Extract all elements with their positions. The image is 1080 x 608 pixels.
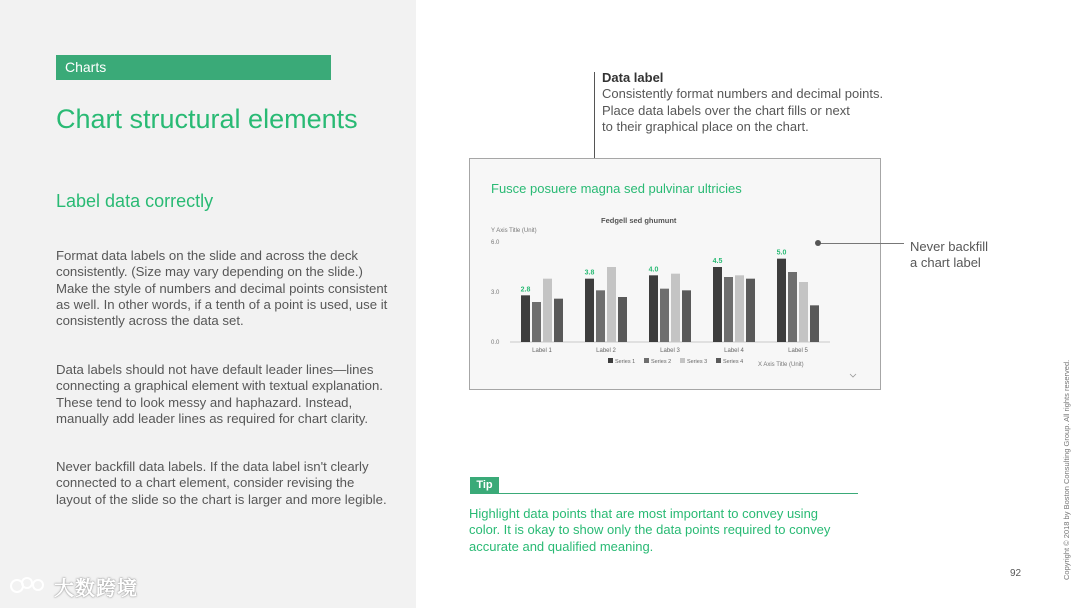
bar-series-1 bbox=[649, 275, 658, 342]
bar-series-2 bbox=[660, 289, 669, 342]
x-tick-label: Label 1 bbox=[532, 348, 552, 354]
section-subtitle: Label data correctly bbox=[56, 191, 214, 211]
x-tick-label: Label 5 bbox=[788, 348, 808, 354]
data-label-callout-line: Place data labels over the chart fills or next bbox=[602, 102, 850, 118]
legend-label: Series 2 bbox=[651, 359, 672, 365]
bar-series-2 bbox=[596, 290, 605, 342]
data-label: 5.0 bbox=[776, 249, 787, 257]
chevron-down-icon bbox=[850, 374, 856, 377]
chart-frame bbox=[469, 158, 881, 390]
legend-swatch bbox=[680, 358, 685, 363]
body-paragraph-leader-lines: Data labels should not have default leader lines—lines connecting a graphical element with textual explanation. These tend to look messy and haphazard. Instead, manually add leader lines as required for chart clarity. bbox=[56, 362, 383, 426]
watermark-text: 大数跨境 bbox=[54, 578, 138, 600]
x-axis-title: X Axis Title (Unit) bbox=[758, 362, 804, 368]
section-tag: Charts bbox=[56, 55, 331, 80]
watermark bbox=[8, 572, 138, 601]
body-paragraph-formatting: Format data labels on the slide and across the deck consistently. (Size may vary depending on the slide.) Make the style of numbers and decimal points consistent as well. In other words, if a tenth of a point is used, use it consistently across the data set. bbox=[56, 248, 388, 329]
chart-subtitle: Fedgell sed ghumunt bbox=[601, 216, 677, 225]
data-label-callout bbox=[602, 70, 883, 135]
legend-label: Series 4 bbox=[723, 359, 744, 365]
page-title: Chart structural elements bbox=[56, 104, 358, 134]
bar-series-1 bbox=[713, 267, 722, 342]
bar-series-1 bbox=[585, 279, 594, 342]
page-number: 92 bbox=[1010, 568, 1022, 579]
bar-series-3 bbox=[671, 274, 680, 342]
bar-series-4 bbox=[682, 290, 691, 342]
legend-label: Series 1 bbox=[615, 359, 636, 365]
bar-series-3 bbox=[543, 279, 552, 342]
data-label-callout-title: Data label bbox=[602, 70, 664, 85]
chart-title: Fusce posuere magna sed pulvinar ultricies bbox=[491, 181, 742, 196]
bar-series-4 bbox=[810, 305, 819, 342]
backfill-callout bbox=[910, 239, 988, 272]
bar-series-2 bbox=[788, 272, 797, 342]
watermark-logo-icon bbox=[8, 575, 48, 599]
y-tick-label: 6.0 bbox=[491, 240, 500, 246]
x-tick-label: Label 3 bbox=[660, 348, 680, 354]
bar-series-3 bbox=[799, 282, 808, 342]
tip-label: Tip bbox=[470, 477, 499, 494]
bar-series-4 bbox=[554, 299, 563, 342]
backfill-callout-line: a chart label bbox=[910, 255, 981, 271]
backfill-leader-line bbox=[818, 243, 904, 244]
bar-series-2 bbox=[724, 277, 733, 342]
backfill-leader-dot bbox=[815, 240, 821, 246]
tip-text: Highlight data points that are most important to convey using color. It is okay to show only the data points required to convey accurate and qualified meaning. bbox=[469, 506, 831, 554]
data-label: 4.5 bbox=[712, 258, 723, 265]
bar-series-4 bbox=[618, 297, 627, 342]
x-tick-label: Label 2 bbox=[596, 348, 616, 354]
bar-series-1 bbox=[521, 295, 530, 342]
bar-series-1 bbox=[777, 259, 786, 342]
data-label: 4.0 bbox=[648, 266, 659, 274]
data-label: 3.8 bbox=[584, 269, 595, 277]
y-tick-label: 3.0 bbox=[491, 290, 500, 296]
legend-swatch bbox=[644, 358, 649, 363]
bar-series-2 bbox=[532, 302, 541, 342]
data-label-callout-line: to their graphical place on the chart. bbox=[602, 118, 809, 134]
legend-swatch bbox=[608, 358, 613, 363]
bar-series-3 bbox=[735, 275, 744, 342]
x-tick-label: Label 4 bbox=[724, 348, 744, 354]
bar-series-3 bbox=[607, 267, 616, 342]
y-axis-title: Y Axis Title (Unit) bbox=[491, 228, 537, 234]
tip-rule bbox=[499, 493, 858, 494]
copyright-notice: Copyright © 2018 by Boston Consulting Group. All rights reserved. bbox=[1062, 359, 1071, 580]
backfill-callout-line: Never backfill bbox=[910, 239, 989, 254]
data-label-callout-line: Consistently format numbers and decimal points. bbox=[602, 86, 884, 102]
bar-series-4 bbox=[746, 279, 755, 342]
bar-chart bbox=[470, 159, 882, 391]
body-paragraph-backfill: Never backfill data labels. If the data label isn't clearly connected to a chart element, consider revising the layout of the slide so the chart is larger and more legible. bbox=[56, 459, 387, 507]
data-label: 2.8 bbox=[520, 286, 531, 294]
y-tick-label: 0.0 bbox=[491, 340, 500, 346]
legend-label: Series 3 bbox=[687, 359, 708, 365]
legend-swatch bbox=[716, 358, 721, 363]
